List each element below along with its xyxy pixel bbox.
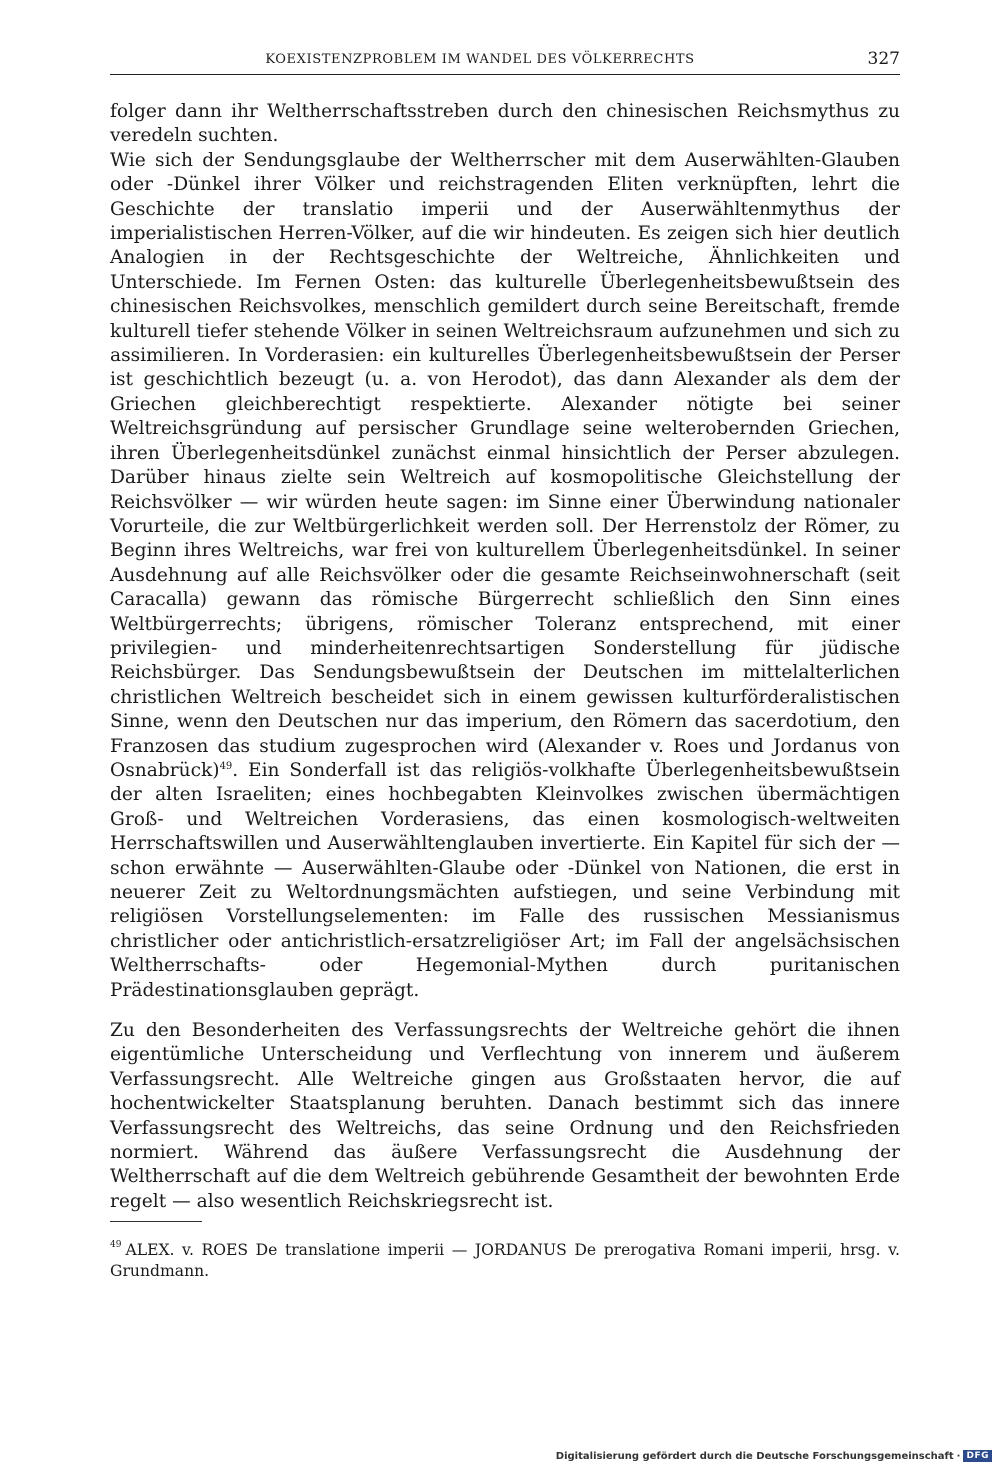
running-title: KOEXISTENZPROBLEM IM WANDEL DES VÖLKERRECHTS xyxy=(265,52,695,67)
running-header xyxy=(110,50,900,75)
footnote-number: 49 xyxy=(110,1240,122,1250)
paragraph-1: folger dann ihr Weltherrschaftsstreben durch den chinesischen Reichsmythus zu veredeln suchten. xyxy=(110,101,900,147)
credit-text: Digitalisierung gefördert durch die Deutsche Forschungsgemeinschaft xyxy=(555,1450,954,1462)
page-number: 327 xyxy=(867,49,900,69)
paragraph-3: Zu den Besonderheiten des Verfassungsrechts der Weltreiche gehört die ihnen eigentümliche Unterscheidung und Verflechtung von innerem und äußerem Verfassungsrecht. Alle Weltreiche gingen aus Großstaaten hervor, die auf hochentwickelter Staatsplanung beruhten. Danach bestimmt sich das innere Verfassungsrecht des Weltreichs, das seine Ordnung und den Reichsfrieden normiert. Während das äußere Verfassungsrecht die Ausdehnung der Weltherrschaft auf die dem Weltreich gebührende Gesamtheit der bewohnten Erde regelt — also wesentlich Reichskriegsrecht ist. xyxy=(110,1020,900,1212)
body-text xyxy=(110,100,900,1214)
footnote xyxy=(110,1237,900,1282)
credit-separator: · xyxy=(956,1450,961,1462)
dfg-logo: DFG xyxy=(963,1450,992,1462)
paragraph-2 xyxy=(110,149,900,1003)
paragraph-2-part-1: Wie sich der Sendungsglaube der Weltherrscher mit dem Auserwählten-Glauben oder -Dünkel ihrer Völker und reichstragenden Eliten verknüpften, lehrt die Geschichte der translatio imperii und der Auserwähltenmythus der imperialistischen Herren-Völker, auf die wir hindeuten. Es zeigen sich hier deutlich Analogien in der Rechtsgeschichte der Weltreiche, Ähnlichkeiten und Unterschiede. Im Fernen Osten: das kulturelle Überlegenheitsbewußtsein des chinesischen Reichsvolkes, menschlich gemildert durch seine Bereitschaft, fremde kulturell tiefer stehende Völker in seinen Weltreichsraum aufzunehmen und sich zu assimilieren. In Vorderasien: ein kulturelles Überlegenheitsbewußtsein der Perser ist geschichtlich bezeugt (u. a. von Herodot), das dann Alexander als dem der Griechen gleichberechtigt respektierte. Alexander nötigte bei seiner Weltreichsgründung auf persischer Grundlage seine welterobernden Griechen, ihren Überlegenheitsdünkel zunächst einmal hinsichtlich der Perser abzulegen. Darüber hinaus zielte sein Weltreich auf kosmopolitische Gleichstellung der Reichsvölker — wir würden heute sagen: im Sinne einer Überwindung nationaler Vorurteile, die zur Weltbürgerlichkeit werden soll. Der Herrenstolz der Römer, zu Beginn ihres Weltreichs, war frei von kulturellem Überlegenheitsdünkel. In seiner Ausdehnung auf alle Reichsvölker oder die gesamte Reichseinwohnerschaft (seit Caracalla) gewann das römische Bürgerrecht schließlich den Sinn eines Weltbürgerrechts; übrigens, römischer Toleranz entsprechend, mit einer privilegien- und minderheitenrechtsartigen Sonderstellung für jüdische Reichsbürger. Das Sendungsbewußtsein der Deutschen im mittelalterlichen christlichen Weltreich bescheidet sich in einem gewissen kulturförderalistischen Sinne, wenn den Deutschen nur das imperium, den Römern das sacerdotium, den Franzosen das studium zugesprochen wird (Alexander v. Roes und Jordanus von Osnabrück) xyxy=(110,149,900,781)
footnote-reference: 49 xyxy=(219,760,233,772)
paragraph-2-part-2: . Ein Sonderfall ist das religiös-volkhafte Überlegenheitsbewußtsein der alten Israeliten; eines hochbegabten Kleinvolkes zwischen übermächtigen Groß- und Weltreichen Vorderasiens, das einen kosmologisch-weltweiten Herrschaftswillen und Auserwähltenglauben invertierte. Ein Kapitel für sich der — schon erwähnte — Auserwählten-Glaube oder -Dünkel von Nationen, die erst in neuerer Zeit zu Weltordnungsmächten aufstiegen, und seine Verbindung mit religiösen Vorstellungselementen: im Falle des russischen Messianismus christlicher oder antichristlich-ersatzreligiöser Art; im Fall der angelsächsischen Weltherrschafts- oder Hegemonial-Mythen durch puritanischen Prädestinationsglauben geprägt. xyxy=(110,759,900,1001)
digitization-credit xyxy=(556,1450,992,1462)
footnote-rule xyxy=(110,1221,202,1222)
footnote-text: ALEX. v. ROES De translatione imperii — JORDANUS De prerogativa Romani imperii, hrsg. v. Grundmann. xyxy=(110,1241,900,1281)
